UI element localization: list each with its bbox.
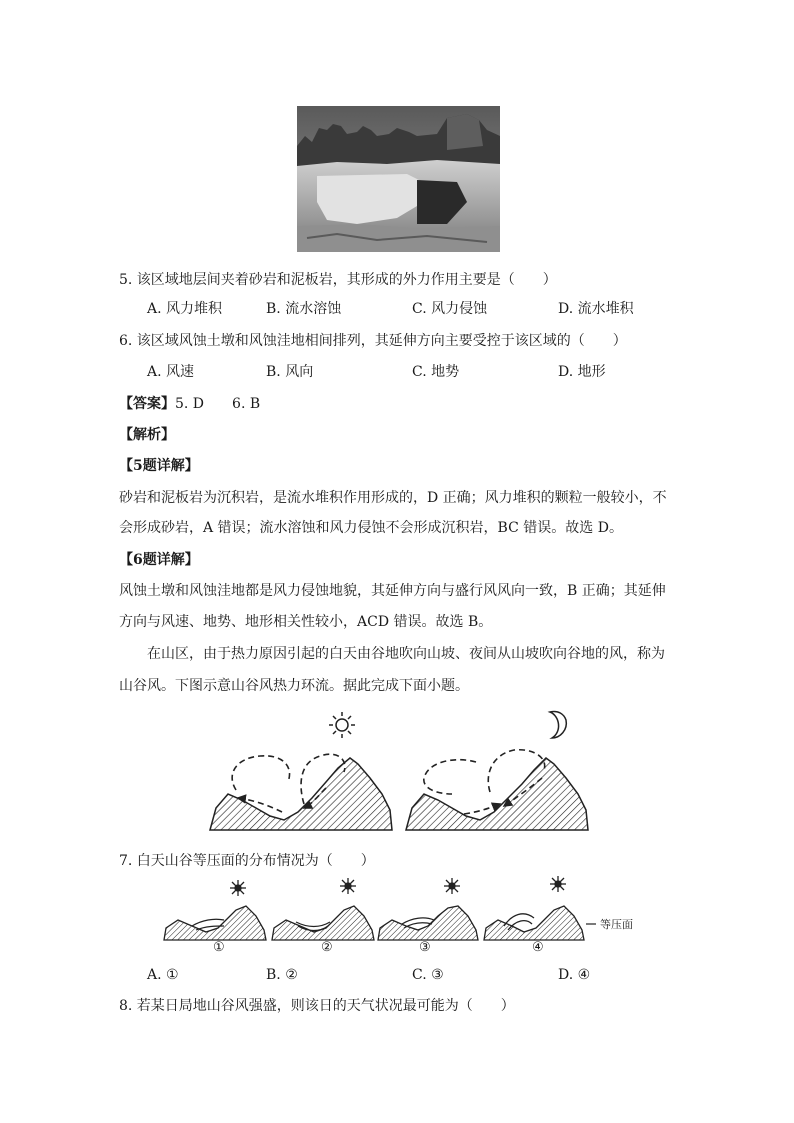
q7-option-a[interactable]: A. ① [147, 967, 179, 983]
sun-icon [329, 712, 355, 738]
analysis-label: 【解析】 [119, 427, 175, 443]
answer-label: 【答案】 [119, 396, 175, 412]
intro-line-2: 山谷风。下图示意山谷风热力环流。据此完成下面小题。 [119, 678, 469, 694]
q7-option-c[interactable]: C. ③ [412, 967, 444, 983]
isobar-panel-3 [378, 878, 478, 940]
isobar-surface-label: 等压面 [600, 918, 633, 931]
q7-option-b[interactable]: B. ② [266, 967, 298, 983]
isobar-panel-4 [484, 876, 596, 940]
valley-wind-diagram [208, 708, 588, 833]
question-5-stem: 5. 该区域地层间夹着砂岩和泥板岩，其形成的外力作用主要是（ ） [119, 272, 557, 288]
q6-detail-line-2: 方向与风速、地势、地形相关性较小，ACD 错误。故选 B。 [119, 614, 493, 630]
intro-line-1: 在山区，由于热力原因引起的白天由谷地吹向山坡、夜间从山坡吹向谷地的风，称为 [147, 646, 665, 662]
isobar-label-4: ④ [532, 940, 544, 955]
sun-icon [550, 876, 566, 892]
q6-option-a[interactable]: A. 风速 [147, 364, 195, 380]
night-terrain [406, 758, 588, 830]
sun-icon [444, 878, 460, 894]
q6-option-d[interactable]: D. 地形 [558, 364, 606, 380]
q5-detail-label: 【5题详解】 [119, 458, 199, 474]
q6-detail-line-1: 风蚀土墩和风蚀洼地都是风力侵蚀地貌，其延伸方向与盛行风风向一致，B 正确；其延伸 [119, 583, 666, 599]
isobar-label-2: ② [321, 940, 333, 955]
q5-option-c[interactable]: C. 风力侵蚀 [412, 301, 488, 317]
q5-option-a[interactable]: A. 风力堆积 [147, 301, 223, 317]
question-6-stem: 6. 该区域风蚀土墩和风蚀洼地相间排列，其延伸方向主要受控于该区域的（ ） [119, 333, 627, 349]
sun-icon [230, 880, 246, 896]
isobar-panel-1 [164, 880, 266, 940]
q7-option-d[interactable]: D. ④ [558, 967, 591, 983]
yardang-landform-photo [297, 106, 500, 252]
answer-line [119, 394, 260, 414]
q6-detail-label: 【6题详解】 [119, 552, 199, 568]
q6-option-c[interactable]: C. 地势 [412, 364, 460, 380]
q5-detail-line-1: 砂岩和泥板岩为沉积岩，是流水堆积作用形成的，D 正确；风力堆积的颗粒一般较小，不 [119, 490, 667, 506]
isobar-label-3: ③ [419, 940, 431, 955]
moon-icon [550, 711, 566, 738]
isobar-diagrams [162, 876, 642, 956]
q5-option-d[interactable]: D. 流水堆积 [558, 301, 634, 317]
q5-detail-line-2: 会形成砂岩，A 错误；流水溶蚀和风力侵蚀不会形成沉积岩，BC 错误。故选 D。 [119, 520, 623, 536]
photo-illustration [297, 106, 500, 252]
question-8-stem: 8. 若某日局地山谷风强盛，则该日的天气状况最可能为（ ） [119, 998, 515, 1014]
q5-option-b[interactable]: B. 流水溶蚀 [266, 301, 342, 317]
question-7-stem: 7. 白天山谷等压面的分布情况为（ ） [119, 853, 375, 869]
isobar-label-1: ① [213, 940, 225, 955]
q6-option-b[interactable]: B. 风向 [266, 364, 314, 380]
sun-icon [340, 878, 356, 894]
isobar-panel-2 [272, 878, 374, 940]
answer-text: 5. D 6. B [175, 396, 261, 412]
